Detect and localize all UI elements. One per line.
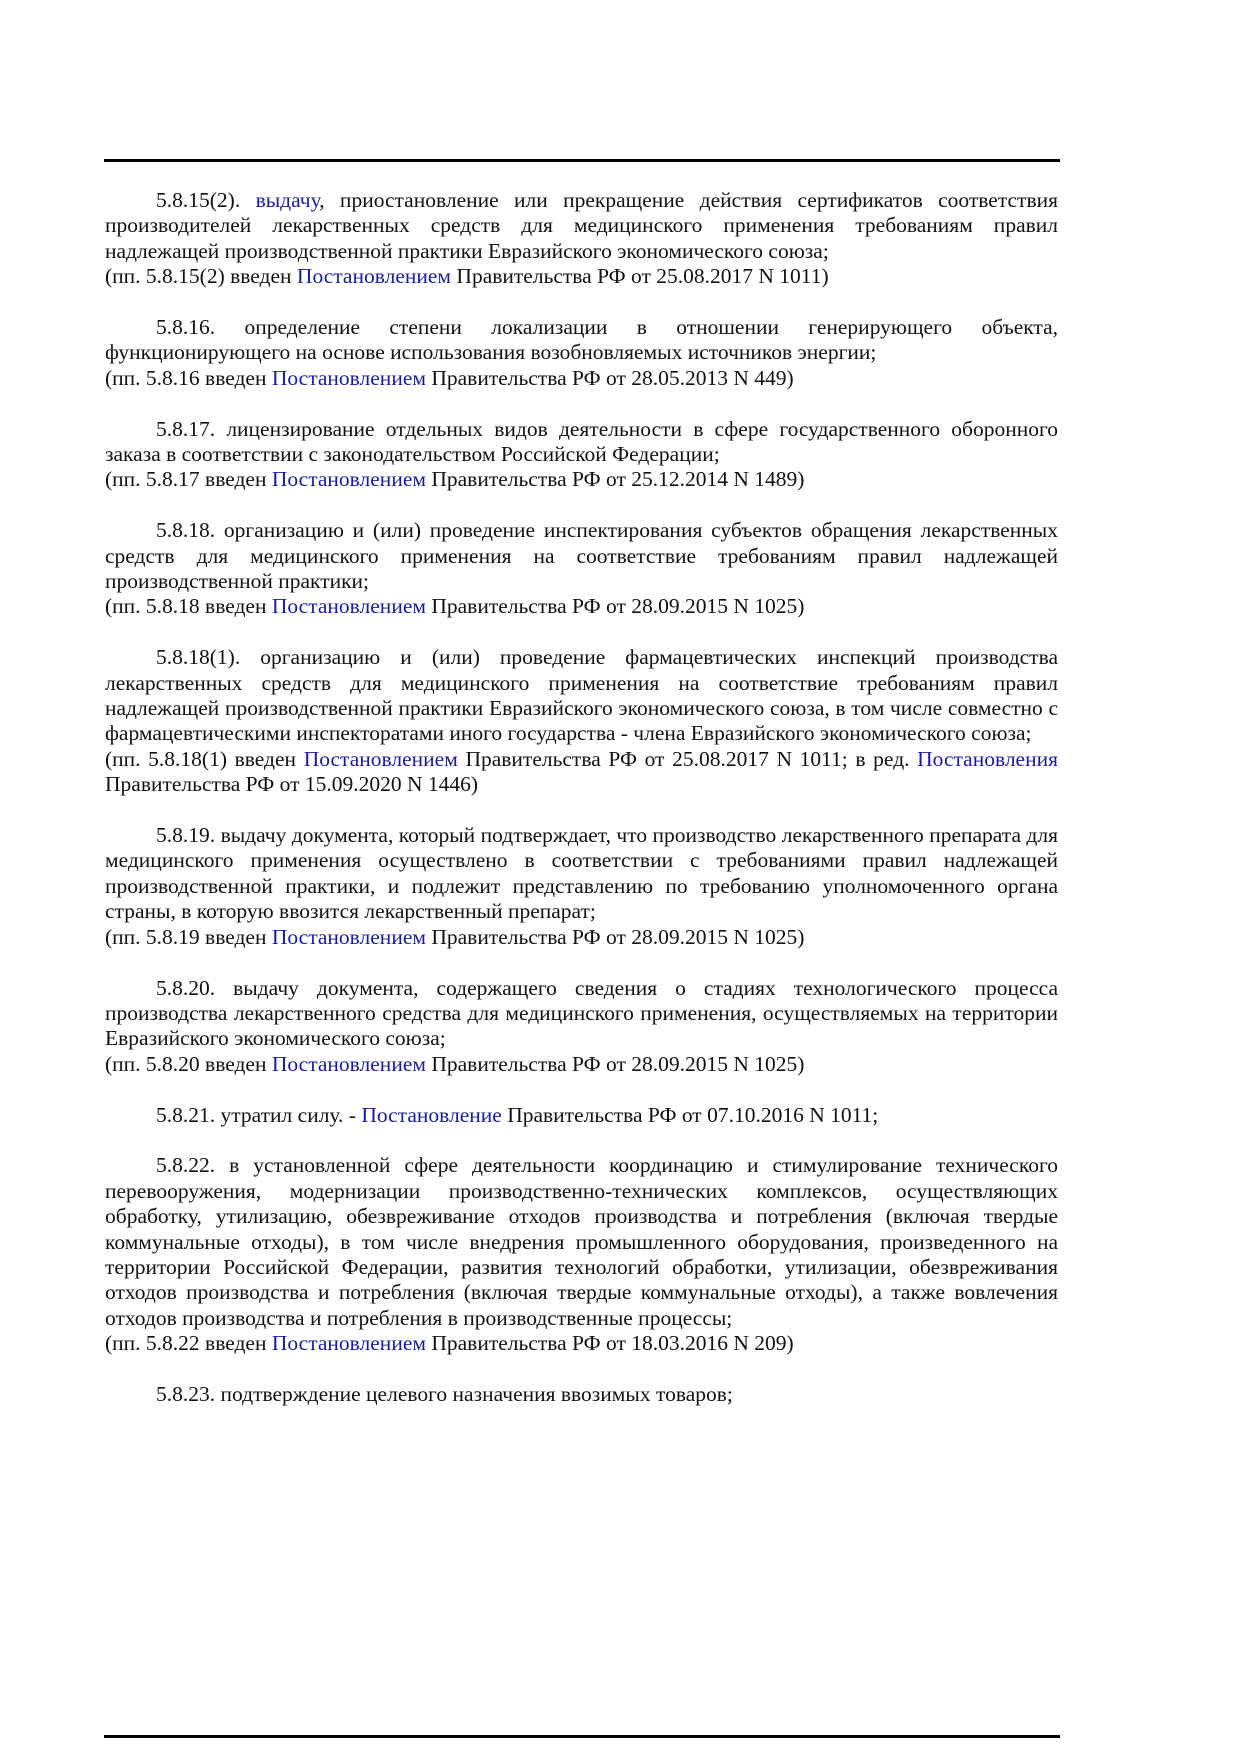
paragraph-5-8-18 (105, 518, 1058, 620)
amendment-note: (пп. 5.8.16 введен Постановлением Правительства РФ от 28.05.2013 N 449) (105, 365, 794, 390)
paragraph-5-8-20 (105, 976, 1058, 1078)
amendment-note: (пп. 5.8.19 введен Постановлением Правительства РФ от 28.09.2015 N 1025) (105, 924, 805, 949)
amendment-note: (пп. 5.8.22 введен Постановлением Правительства РФ от 18.03.2016 N 209) (105, 1331, 794, 1356)
amendment-note: (пп. 5.8.18(1) введен Постановлением Правительства РФ от 25.08.2017 N 1011; в ред. Постановления Правительства РФ от 15.09.2020 N 1446) (105, 746, 1058, 797)
paragraph-text: 5.8.15(2). выдачу, приостановление или прекращение действия сертификатов соответствия производителей лекарственных средств для медицинского применения требованиям правил надлежащей производственной практики Евразийского экономического союза; (105, 188, 1058, 263)
hyperlink[interactable]: Постановлением (303, 746, 458, 771)
paragraph-5-8-15-2 (105, 188, 1058, 290)
paragraph-text: 5.8.20. выдачу документа, содержащего сведения о стадиях технологического процесса производства лекарственного средства для медицинского применения, осуществляемых на территории Евразийского экономического союза; (105, 975, 1058, 1051)
hyperlink[interactable]: Постановлением (271, 924, 426, 949)
paragraph-text: 5.8.22. в установленной сфере деятельности координацию и стимулирование технического перевооружения, модернизации производственно-технических комплексов, осуществляющих обработку, утилизацию, обезвреживание отходов производства и потребления (включая твердые коммунальные отходы), в том числе внедрения промышленного оборудования, произведенного на территории Российской Федерации, развития технологий обработки, утилизации, обезвреживания отходов производства и потребления (включая твердые коммунальные отходы), а также вовлечения отходов производства и потребления в производственные процессы; (105, 1153, 1058, 1330)
amendment-note: (пп. 5.8.20 введен Постановлением Правительства РФ от 28.09.2015 N 1025) (105, 1051, 805, 1076)
paragraph-text: 5.8.18. организацию и (или) проведение инспектирования субъектов обращения лекарственных средств для медицинского применения на соответствие требованиям правил надлежащей производственной практики; (105, 518, 1058, 594)
header-rule (104, 159, 1060, 162)
paragraph-5-8-22 (105, 1153, 1058, 1356)
paragraph-text: 5.8.23. подтверждение целевого назначения ввозимых товаров; (156, 1381, 733, 1406)
hyperlink[interactable]: Постановления (917, 746, 1058, 771)
hyperlink[interactable]: Постановлением (271, 365, 426, 390)
paragraph-text: 5.8.19. выдачу документа, который подтверждает, что производство лекарственного препарата для медицинского применения осуществлено в соответствии с требованиями правил надлежащей производственной практики, и подлежит представлению по требованию уполномоченного органа страны, в которую ввозится лекарственный препарат; (105, 823, 1058, 924)
paragraph-text: 5.8.16. определение степени локализации в отношении генерирующего объекта, функционирующего на основе использования возобновляемых источников энергии; (105, 315, 1058, 365)
footer-rule (104, 1735, 1060, 1738)
paragraph-text: 5.8.17. лицензирование отдельных видов деятельности в сфере государственного оборонного заказа в соответствии с законодательством Российской Федерации; (105, 416, 1058, 467)
paragraph-5-8-23 (105, 1382, 1058, 1407)
hyperlink[interactable]: выдачу (255, 188, 320, 212)
amendment-note: (пп. 5.8.17 введен Постановлением Правительства РФ от 25.12.2014 N 1489) (105, 467, 805, 492)
hyperlink[interactable]: Постановлением (296, 264, 452, 289)
paragraph-5-8-19 (105, 823, 1058, 950)
paragraph-text: 5.8.21. утратил силу. - Постановление Правительства РФ от 07.10.2016 N 1011; (156, 1102, 879, 1127)
paragraph-text: 5.8.18(1). организацию и (или) проведение фармацевтических инспекций производства лекарственных средств для медицинского применения на соответствие требованиям правил надлежащей производственной практики Евразийского экономического союза, в том числе совместно с фармацевтическими инспекторатами иного государства - члена Евразийского экономического союза; (105, 645, 1058, 746)
amendment-note: (пп. 5.8.18 введен Постановлением Правительства РФ от 28.09.2015 N 1025) (105, 594, 805, 619)
hyperlink[interactable]: Постановлением (271, 467, 426, 492)
hyperlink[interactable]: Постановлением (271, 1051, 426, 1076)
paragraph-5-8-17 (105, 417, 1058, 493)
hyperlink[interactable]: Постановлением (271, 1331, 426, 1356)
amendment-note: (пп. 5.8.15(2) введен Постановлением Правительства РФ от 25.08.2017 N 1011) (105, 264, 829, 289)
hyperlink[interactable]: Постановление (361, 1102, 502, 1127)
paragraph-5-8-21 (105, 1103, 1058, 1128)
paragraph-5-8-16 (105, 315, 1058, 391)
paragraph-5-8-18-1 (105, 645, 1058, 797)
hyperlink[interactable]: Постановлением (271, 594, 426, 619)
document-body (105, 188, 1058, 1433)
